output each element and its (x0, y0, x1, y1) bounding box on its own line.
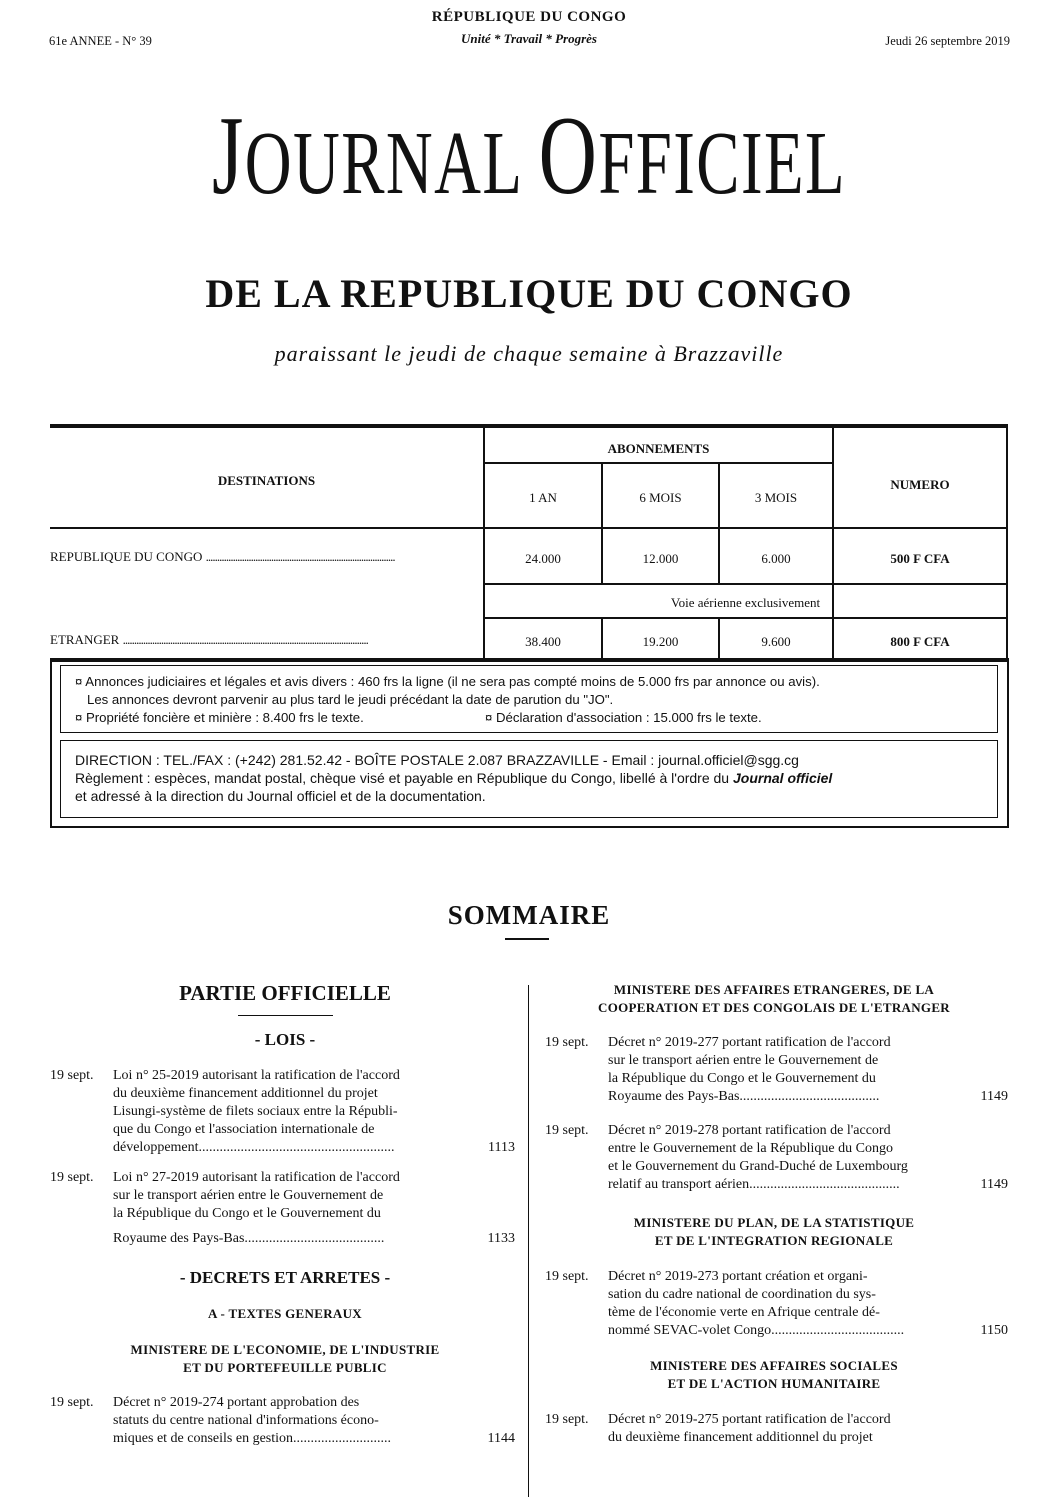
etranger-numero: 800 F CFA (890, 634, 950, 649)
ministry-line: MINISTERE DE L'ECONOMIE, DE L'INDUSTRIE (130, 1342, 440, 1357)
entry-page: 1150 (980, 1323, 1008, 1338)
ministry-line: MINISTERE DES AFFAIRES ETRANGERES, DE LA (613, 982, 935, 997)
entry-date: 19 sept. (545, 1035, 589, 1050)
reglement-text: Règlement : espèces, mandat postal, chèque visé et payable en République du Congo, libellé à l'ordre du (75, 770, 733, 786)
entry-page: 1149 (980, 1177, 1008, 1192)
entry-line: Loi n° 27-2019 autorisant la ratification de l'accord (113, 1170, 400, 1185)
republic-name: RÉPUBLIQUE DU CONGO (431, 9, 627, 25)
toc-entry-decret-278[interactable] (545, 1122, 1008, 1196)
entry-line: la République du Congo et le Gouvernement du (608, 1071, 876, 1086)
entry-date: 19 sept. (545, 1412, 589, 1427)
entry-date: 19 sept. (545, 1269, 589, 1284)
notice-line-3a: ¤ Propriété foncière et minière : 8.400 frs le texte. (75, 710, 364, 725)
col-6-mois: 6 MOIS (639, 490, 682, 505)
entry-date: 19 sept. (50, 1170, 94, 1185)
entry-line: Décret n° 2019-275 portant ratification de l'accord (608, 1412, 891, 1427)
masthead-tagline: paraissant le jeudi de chaque semaine à Brazzaville (274, 341, 784, 366)
entry-line: et le Gouvernement du Grand-Duché de Luxembourg (608, 1159, 908, 1174)
entry-date: 19 sept. (545, 1123, 589, 1138)
reglement-line (75, 769, 832, 787)
congo-3-mois: 6.000 (761, 551, 791, 566)
ministry-line: MINISTERE DES AFFAIRES SOCIALES (650, 1358, 898, 1373)
entry-date: 19 sept. (50, 1068, 94, 1083)
ministry-line: ET DE L'INTEGRATION REGIONALE (654, 1233, 894, 1248)
dot-leader: ............................................................................................................. (122, 632, 368, 647)
row-label-text: ETRANGER (50, 632, 120, 647)
entry-line: tème de l'économie verte en Afrique centrale dé- (608, 1305, 880, 1320)
ministry-heading-plan (540, 1214, 1008, 1250)
toc-entry-decret-277[interactable] (545, 1034, 1008, 1108)
entry-page: 1133 (487, 1231, 515, 1246)
notice-line-1: ¤ Annonces judiciaires et légales et avis divers : 460 frs la ligne (il ne sera pas compté moins de 5.000 frs par annonce ou avis). (75, 674, 820, 689)
entry-line: développement........................................................ (113, 1140, 395, 1155)
entry-line: Lisungi-système de filets sociaux entre la Républi- (113, 1104, 398, 1119)
subscription-rates-table (50, 424, 1008, 662)
column-divider (528, 985, 529, 1497)
header-numero: NUMERO (890, 477, 950, 492)
lois-heading: - LOIS - (254, 1030, 316, 1049)
entry-line: relatif au transport aérien........................................... (608, 1177, 900, 1192)
partie-rule (238, 1015, 333, 1016)
voie-aerienne: Voie aérienne exclusivement (670, 595, 821, 610)
adresse-line: et adressé à la direction du Journal officiel et de la documentation. (75, 788, 486, 804)
dot-leader: .................................................................................... (205, 549, 395, 564)
issue-number: 61e ANNEE - N° 39 (49, 34, 152, 48)
etranger-1-an: 38.400 (525, 634, 561, 649)
row-congo-label (50, 549, 395, 565)
row-etranger-label (50, 632, 368, 648)
congo-1-an: 24.000 (525, 551, 561, 566)
direction-box (60, 740, 998, 818)
entry-line: Décret n° 2019-274 portant approbation des (113, 1395, 360, 1410)
entry-page: 1144 (487, 1431, 515, 1446)
decrets-heading: - DECRETS ET ARRETES - (179, 1268, 391, 1287)
masthead-subtitle: DE LA REPUBLIQUE DU CONGO (205, 271, 853, 316)
entry-line: Royaume des Pays-Bas........................................ (113, 1231, 385, 1246)
header-destinations: DESTINATIONS (217, 473, 316, 488)
entry-line: Royaume des Pays-Bas........................................ (608, 1089, 880, 1104)
congo-6-mois: 12.000 (642, 551, 679, 566)
ministry-line: MINISTERE DU PLAN, DE LA STATISTIQUE (633, 1215, 915, 1230)
entry-line: Décret n° 2019-277 portant ratification de l'accord (608, 1035, 891, 1050)
entry-line: Décret n° 2019-278 portant ratification de l'accord (608, 1123, 891, 1138)
issue-date: Jeudi 26 septembre 2019 (885, 34, 1010, 48)
toc-entry-decret-274[interactable] (50, 1394, 515, 1450)
toc-entry-decret-275[interactable] (545, 1411, 1008, 1449)
announcements-box (60, 665, 998, 733)
sommaire-title: SOMMAIRE (447, 900, 611, 930)
journal-officiel-emphasis: Journal officiel (733, 770, 833, 786)
entry-date: 19 sept. (50, 1395, 94, 1410)
national-motto: Unité * Travail * Progrès (460, 31, 597, 46)
toc-entry-loi-27[interactable] (50, 1169, 515, 1249)
entry-line: Loi n° 25-2019 autorisant la ratification de l'accord (113, 1068, 400, 1083)
entry-line: du deuxième financement additionnel du projet (608, 1430, 873, 1445)
notice-line-2: Les annonces devront parvenir au plus tard le jeudi précédant la date de parution du "JO". (87, 692, 614, 707)
entry-line: sation du cadre national de coordination du sys- (608, 1287, 876, 1302)
direction-line: DIRECTION : TEL./FAX : (+242) 281.52.42 - BOÎTE POSTALE 2.087 BRAZZAVILLE - Email : journal.officiel@sgg.cg (75, 752, 799, 768)
masthead-title: JOURNAL OFFICIEL (211, 94, 847, 218)
col-3-mois: 3 MOIS (754, 490, 798, 505)
header-abonnements: ABONNEMENTS (607, 441, 710, 456)
entry-line: miques et de conseils en gestion............................ (113, 1431, 392, 1446)
ministry-heading-affaires-etrangeres (540, 981, 1008, 1017)
ministry-line: COOPERATION ET DES CONGOLAIS DE L'ETRANGER (598, 1000, 950, 1015)
etranger-6-mois: 19.200 (642, 634, 679, 649)
ministry-heading-affaires-sociales (540, 1357, 1008, 1393)
entry-line: sur le transport aérien entre le Gouvernement de (608, 1053, 879, 1068)
ministry-heading-economie (50, 1341, 520, 1377)
partie-officielle-heading: PARTIE OFFICIELLE (179, 981, 391, 1005)
entry-line: sur le transport aérien entre le Gouvernement de (113, 1188, 384, 1203)
etranger-3-mois: 9.600 (761, 634, 791, 649)
toc-entry-loi-25[interactable] (50, 1067, 515, 1159)
entry-line: Décret n° 2019-273 portant création et organi- (608, 1269, 868, 1284)
congo-numero: 500 F CFA (890, 551, 950, 566)
sommaire-underline (505, 938, 549, 940)
ministry-line: ET DE L'ACTION HUMANITAIRE (667, 1376, 881, 1391)
textes-generaux-heading: A - TEXTES GENERAUX (208, 1306, 362, 1321)
entry-line: que du Congo et l'association internationale de (113, 1122, 375, 1137)
entry-line: du deuxième financement additionnel du projet (113, 1086, 378, 1101)
toc-entry-decret-273[interactable] (545, 1268, 1008, 1342)
ministry-line: ET DU PORTEFEUILLE PUBLIC (183, 1360, 387, 1375)
notice-line-3b: ¤ Déclaration d'association : 15.000 frs le texte. (485, 710, 762, 725)
entry-line: statuts du centre national d'informations écono- (113, 1413, 379, 1428)
entry-line: nommé SEVAC-volet Congo...................................... (608, 1323, 905, 1338)
entry-line: entre le Gouvernement de la République du Congo (608, 1141, 893, 1156)
row-label-text: REPUBLIQUE DU CONGO (50, 549, 203, 564)
entry-page: 1149 (980, 1089, 1008, 1104)
entry-line: la République du Congo et le Gouvernement du (113, 1206, 381, 1221)
col-1-an: 1 AN (529, 490, 557, 505)
entry-page: 1113 (488, 1140, 515, 1155)
